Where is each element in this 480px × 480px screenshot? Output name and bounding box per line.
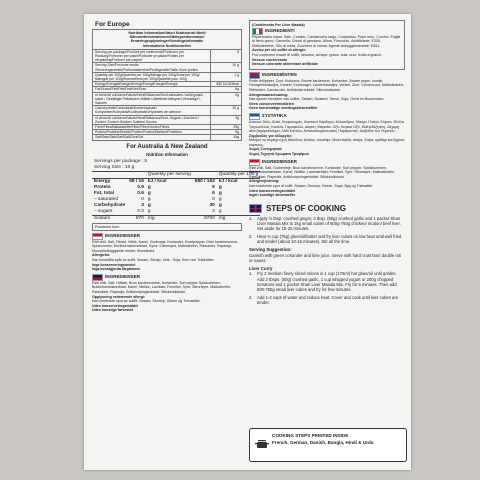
ingredients-text: Rött chili, Salt, Färskt, Vitlök, Kanel, Gurkmeja, Koriander, Svartpeppar, Grön kardemumma, Spiskummin, Bockhornsklöverblad, Syror: Citronsyra, Maltodextrin, Rissocker, Rapsolja, Klumpförebyggande medel: Kiseldioxid. — [92, 239, 239, 253]
allergy-line: Kan innehålla spår av sulfit, Sesam, Senap, Vete , Soja, Kren och Trädnötter. — [92, 258, 215, 263]
nutrition-value: 10 g — [211, 63, 242, 72]
au-nutrition-table — [92, 159, 260, 222]
allergy-line: Μπορεί να περιέχει ίχνη θειώδους άλατος, σουσάμι, Μουστάρδα, σιτάρι, Σόγια, κριθάρι και ξηρούς καρπούς. — [249, 138, 405, 147]
ingredients-text: Rød chili, Salt, Hvitløk, Brun kardemomme, Koriander, Sort pepper Spiskummen, Bukkehornkløverblad, Kanel, Nellike, Laurbær, Fennikel, Syre: Sitronsyre, Maltodextrin, Rørsukker, Rapsolje, Antiklumpingsmiddel: Silisiumdioksid. — [92, 280, 231, 295]
au-unit: g — [218, 208, 222, 214]
au-serving-value: 0.9 — [137, 184, 144, 190]
allergy-line: Geen conserveermiddelen — [249, 101, 294, 106]
allergy-line: Uden konserveringsmiddel — [92, 303, 139, 308]
au-unit: mg — [217, 215, 260, 222]
italian-ingredients: Peperoncino rosso, Sale, Cumino, Cardamomo largo, Coriandolo, Pepe nero, Cumino, Foglie di fieno greco, Cannella, Chiodi di garofano, Alloro, Finocchio, Acidificante: E330, Maltodestrine, Olio di colza, Zucchero di canna, Agente Antiagglomerante: E551. — [252, 34, 401, 48]
allergy-line: Uden kunstige farvestof — [92, 308, 133, 313]
nutrition-row — [93, 82, 242, 87]
au-label: Energy — [92, 178, 127, 185]
ingredients-block — [249, 113, 405, 157]
au-label: Sodium — [92, 215, 127, 222]
au-unit: g — [218, 190, 222, 196]
allergy-line: Ingen kunstige farvestoffer — [249, 193, 296, 198]
flag-icon — [92, 274, 103, 281]
nutrition-value: 0g — [211, 92, 242, 106]
au-row — [92, 215, 260, 222]
allergy-line: Può contenere tracce di solfiti, sesamo, senape, grano, soia, orzo, frutta a guscio. — [252, 52, 382, 57]
allergy-line: Kan inneholde spor av sulfitt, Sesam, Sennep, Gluten og Trenødder. — [92, 299, 201, 304]
nutrition-value: 29g — [211, 125, 242, 130]
nutrition-header: Nutrition Information/Valori Nutrizionali Medi/ Nährwertinformationen/Näringsinformation/ Ernæringsoplysninger/Voedingsinformatie Informations Nutritionnelles — [92, 29, 242, 49]
allergy-line: Avviso per chi soffre di allergie: — [252, 48, 307, 53]
europe-title: For Europe — [95, 21, 130, 28]
nutrition-label: Energy/Energia/Energie/Energi/Energi/Energie/Énergie — [93, 82, 211, 87]
flag-icon — [92, 233, 103, 240]
cooking-steps-note — [249, 428, 407, 462]
au-label: Fat, total — [94, 190, 114, 196]
cooking-step: 1. Apply ½ tbsp. crushed ginger, 2 tbsp. (50g) crushed garlic and 1 packet Shan Liver Masala Mix to 1kg small cubes of 500g-750g chicken/ mutton/ beef liver. Set aside for 15-20 minutes. — [249, 215, 401, 232]
allergy-line: Inga konserveringsmedel — [92, 262, 136, 267]
ingredients-text: Rød chili, Salt, Gurkemeje, Brun kardemomme, Koriander, Sort pepper, Spidskommen, Bukkehornsfrøblade, Kanel, Nellike, Laurbærblad, Fennikel, Syre: Sitronsyre, Maltodekstrin, Rørsukker, Rapsolie, Antiklumpningsmiddel: Siliciumdioksid. — [249, 165, 396, 179]
powdered-form: Powdered form — [92, 223, 242, 231]
au-100g-value: 6 — [212, 190, 215, 196]
nutrition-label: of which/di cui/davon/Varav/Heraf/Waarvan/Dont saturates /-acidi grassi saturi / Gesättigte Fettsäuren/-Mättat /-Mættede fedtsyrer/-Verzadigd /-Saturés — [93, 92, 211, 106]
allergy-line: Nessun colorante alimentare artificiale — [252, 62, 318, 67]
serving-suggestion-heading: Serving Suggestion: — [249, 247, 292, 253]
nutrition-label: Carbohydrate/Carboidrati/Kohlenhydrate/ Kolhydrater/Kulhydrat/Koolhydraten/Hydrates de carbone — [93, 106, 211, 115]
au-100g-value: 680 / 163 — [194, 178, 215, 184]
nutrition-row — [93, 72, 242, 81]
allergy-line: Inga konstgjorda färgämnen — [92, 267, 141, 272]
right-ingredients — [249, 72, 405, 198]
au-unit: g — [147, 196, 151, 202]
au-title: For Australia & New Zealand — [126, 143, 208, 150]
cooking-steps — [249, 216, 405, 305]
au-label: – sugars — [94, 208, 113, 214]
flag-icon — [249, 113, 260, 120]
nutrition-row — [93, 135, 242, 140]
au-label: – saturated — [94, 196, 119, 202]
italy-flag-icon — [252, 28, 263, 35]
au-col-serving: Quantity per serving — [147, 171, 191, 177]
au-unit: kJ / kcal — [146, 178, 193, 185]
au-serving-value: 3 — [141, 202, 144, 208]
left-ingredients — [92, 233, 242, 313]
au-serving-value: 0 — [141, 196, 144, 202]
uk-flag-icon — [249, 204, 262, 213]
au-serving-value: 0.6 — [137, 190, 144, 196]
ingredients-block — [249, 159, 405, 198]
au-col-100g: Quantity per 100 g — [218, 171, 259, 177]
allergy-line: Kan indeholde spor af sulfit, Sesam, Sennep, Hvede, Soya, Byg og Trænøtter. — [249, 184, 374, 189]
ingredients-heading: INGREDIENSER — [92, 233, 242, 240]
allergy-line: Kan sporen bevatten van sulfiet, Sesam, Mosterd, Tarwe, Soja, Gerst en Boomnoten. — [249, 97, 385, 102]
ingredients-heading: INGREDIENSER — [249, 159, 405, 166]
left-column — [92, 20, 259, 313]
au-unit: g — [218, 196, 222, 202]
nutrition-label: Serving per package/Porzioni per confezione/Portionen pro Packung/Portioner per paket/Portioner pr pakke/Porties per verpakking/Portions par paquet — [93, 49, 211, 63]
au-serving-value: 68 / 16 — [129, 178, 144, 184]
nutrition-label: Quantity per 100g/Quantità per 100g/Menge pro 100g/Antal per 100g/ Mængde per 100g/Hoeveelheid per 100g/Quantité pour 100g — [93, 72, 211, 81]
nutrition-label: Serving Size/Porzione media /Serveringsstorlek/Portionsstørrelse/Portiegrootte/Taille d'une portion — [93, 63, 211, 72]
au-100g-value: 8700 — [193, 215, 217, 222]
allergy-line: Χωρίς Συντηρητικά — [249, 147, 282, 152]
nutrition-value: 680 kJ/163kcal — [211, 82, 242, 87]
nutrition-value: 9g — [211, 130, 242, 135]
cooking-title: STEPS OF COOKING — [266, 203, 347, 213]
allergy-line: Uden konserveringsmiddel — [249, 188, 296, 193]
nutrition-value: 5 — [211, 49, 242, 63]
nutrition-label: of which/di cui/davon/Varav/Heraf/Waarvan/Dont -Sugars /-Zuccheri /-Zucker/-Socker/-Sukker/-Suikers/-Sucres — [93, 115, 211, 124]
au-servings: Servings per package : 5 — [94, 158, 148, 164]
ingredients-text: Κόκκινο Τσίλι, Αλάτι, Κουρκουμάς, Καστανό Κάρδαμο, Κόλιανδρος, Μαύρο Πιπέρι, Κύμινο, Φύλλα Τριγωνέλλας, Κανέλα, Γαρύφαλλο, Δάφνη, Μάραθο, Οξύ: Κιτρικό Οξύ, Μαλτοδεξτρίνη, Ζάχαρη από ζαχαροκάλαμο, Λάδι Κανόλα, Αντισυσσωματωτικός Παράγοντας: Διοξείδιο του Πυριτίου. — [249, 119, 404, 134]
nutrition-value: 6g — [211, 87, 242, 92]
allergy-line: Geen kunstmatige voedingskleurstoffen — [249, 106, 318, 111]
au-unit: g — [147, 208, 151, 214]
ingredients-text: Rode chilipeper, Zout, Kurkuma, Bruine kardemom, Koriander, Zwarte peper, komijn, Fenegriekblaadjes, Kaneel, Kruidnagel, Laurierblaadjes, Venkel, Zuur: Citroenzuur, Maltodextrine, Rietsuiker, Canola-olie, Antiklontermiddel: Siliciumdioxide. — [249, 78, 405, 92]
italian-product-name: (Condimento Per Liver Masala) — [252, 23, 305, 27]
nutrition-value: 1 g — [211, 72, 242, 81]
au-100g-value: 30 — [209, 202, 215, 208]
curry-step: 1. Fry 2 medium finely sliced onions in 1 cup (175ml) hot ghee/oil until golden. Add 2 tbsps. (50g) crushed garlic, 1 cup whipped yogurt or 200g chopped tomatoes and 1 packet Shan Liver Masala Mix. Fry for 5 minutes. Then add 500-750g small liver cubes and fry for few minutes. — [249, 271, 397, 293]
au-serving-value: 870 — [127, 215, 146, 222]
au-unit: g — [147, 190, 151, 196]
allergy-line: Allergivejledning: — [249, 179, 280, 184]
package-panel — [84, 14, 411, 470]
au-unit: g — [218, 202, 222, 208]
nutrition-value: 30 g — [211, 106, 242, 115]
italian-block — [249, 20, 405, 70]
nutrition-label: Fibre/Fibra/Ballaststoffe/Fiber/Fiber/Vezels/Fibres — [93, 125, 211, 130]
nutrition-row — [93, 49, 242, 63]
serving-suggestion: Garnish with green coriander and lime juice. Serve with hard crust bun/ double roti or naans. — [249, 252, 402, 263]
au-unit: g — [147, 202, 151, 208]
cooking-step: 2. Heat ¾ cup (75g) ghee/oil/butter and fry liver cubes on low heat until well fried and tender (about 10-15 minutes). Stir all the time. — [249, 233, 402, 244]
au-subtitle: Nutrition Information — [146, 151, 188, 157]
nutrition-label: Protein/Proteine/Eiweiß/Protein/Protein/Eiwitten/Protéines — [93, 130, 211, 135]
ingredients-heading: INGREDIENSER — [92, 274, 242, 281]
right-column — [249, 20, 405, 307]
cooking-pot-icon — [255, 438, 269, 450]
liver-curry-heading: Liver Curry — [249, 266, 273, 272]
nutrition-row — [93, 115, 242, 124]
allergy-line: Allergiråd: — [92, 253, 110, 258]
au-serving-size: Serving Size : 10 g — [94, 164, 135, 170]
flag-icon — [249, 159, 260, 166]
au-unit: kJ / kcal — [217, 178, 260, 185]
au-unit: g — [218, 184, 222, 190]
au-unit: mg — [146, 215, 193, 222]
ingredients-heading: INGREDIËNTEN — [249, 72, 405, 79]
ingredients-heading: ΣΥΣΤΑΤΙΚΑ — [249, 113, 405, 120]
nutrition-row — [93, 63, 242, 72]
au-label: Carbohydrate — [94, 202, 126, 208]
ingredients-block — [249, 72, 405, 111]
allergy-line: Opplysning vedrørende allergi: — [92, 294, 146, 299]
allergy-line: Χωρίς Τεχνητά Χρώματα Τροφίμων — [249, 152, 310, 157]
au-unit: g — [147, 184, 151, 190]
allergy-line: Allergiewaarschuwing: — [249, 92, 289, 97]
nutrition-value: 34g — [211, 135, 242, 140]
au-label: Protein — [94, 184, 111, 190]
nutrition-label: Fat/Grassi/Fett/Fett/Fedt/Vet/Gras — [93, 87, 211, 92]
flag-icon — [249, 72, 260, 79]
cooking-note-title: COOKING STEPS PRINTED INSIDE — [272, 433, 349, 438]
nutrition-row — [93, 92, 242, 106]
nutrition-label: Salt/Sale/Salz/Salt/Salt/Zout/Sel — [93, 135, 211, 140]
europe-nutrition-table — [92, 49, 242, 141]
au-100g-value: 3 — [212, 208, 215, 214]
nutrition-value: 3g — [211, 115, 242, 124]
au-100g-value: 0 — [212, 196, 215, 202]
cooking-note-languages: French, German, Danish, Bangla, Hindi & Urdu — [272, 440, 374, 445]
au-serving-value: 0.3 — [137, 208, 144, 214]
allergy-line: Συμβουλές για αλλεργίες: — [249, 133, 293, 138]
curry-step: 2. Add 1-2 cups of water and reduce heat. Cover and cook until liver cubes are tender. — [249, 294, 399, 305]
au-100g-value: 9 — [212, 184, 215, 190]
allergy-line: Nessun conservante — [252, 57, 288, 62]
italian-heading: INGREDIENTI — [252, 28, 402, 35]
nutrition-row — [93, 106, 242, 115]
cooking-header — [249, 204, 405, 213]
ingredients-block — [92, 233, 242, 272]
ingredients-block — [92, 274, 242, 313]
